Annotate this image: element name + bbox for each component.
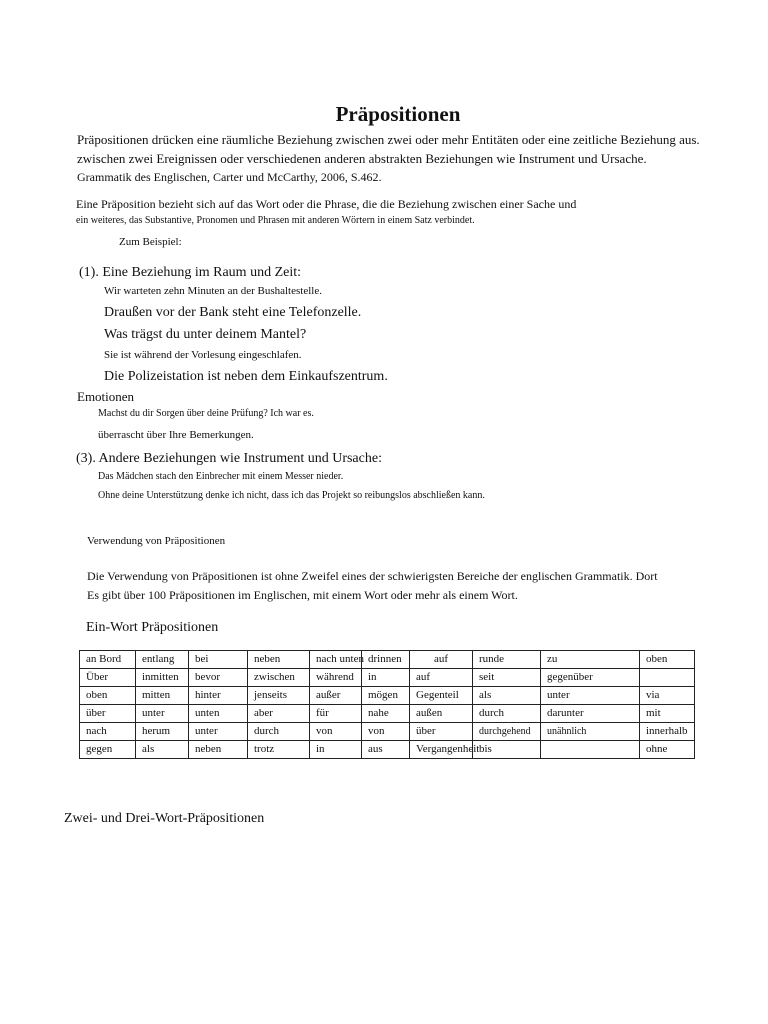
table-cell: unten bbox=[189, 705, 248, 723]
table-cell: herum bbox=[136, 723, 189, 741]
section1-example: Draußen vor der Bank steht eine Telefonzelle. bbox=[104, 305, 362, 320]
table-cell: über bbox=[410, 723, 473, 741]
one-word-heading: Ein-Wort Präpositionen bbox=[86, 620, 219, 635]
table-cell: zwischen bbox=[248, 669, 310, 687]
multi-word-heading: Zwei- und Drei-Wort-Präpositionen bbox=[64, 811, 265, 826]
table-cell: mögen bbox=[362, 687, 410, 705]
table-cell: neben bbox=[189, 741, 248, 759]
table-cell: Über bbox=[80, 669, 136, 687]
section1-heading: (1). Eine Beziehung im Raum und Zeit: bbox=[79, 265, 302, 280]
table-cell: oben bbox=[640, 651, 695, 669]
table-cell: ohne bbox=[640, 741, 695, 759]
table-cell: Vergangenheit bbox=[410, 741, 473, 759]
table-cell: entlang bbox=[136, 651, 189, 669]
table-cell: darunter bbox=[541, 705, 640, 723]
usage-text-line-1: Die Verwendung von Präpositionen ist ohne Zweifel eines der schwierigsten Bereiche der englischen Grammatik. Dort bbox=[87, 569, 658, 583]
table-cell: oben bbox=[80, 687, 136, 705]
page-title: Präpositionen bbox=[335, 102, 461, 126]
table-cell: unähnlich bbox=[541, 723, 640, 741]
table-cell: in bbox=[362, 669, 410, 687]
definition-line-2: ein weiteres, das Substantive, Pronomen und Phrasen mit anderen Wörtern in einem Satz verbindet. bbox=[76, 215, 475, 226]
table-cell: neben bbox=[248, 651, 310, 669]
table-cell: in bbox=[310, 741, 362, 759]
table-cell: auf bbox=[410, 669, 473, 687]
table-cell: mitten bbox=[136, 687, 189, 705]
table-cell: Gegenteil bbox=[410, 687, 473, 705]
table-cell: durchgehend bbox=[473, 723, 541, 741]
table-cell bbox=[541, 741, 640, 759]
table-cell: zu bbox=[541, 651, 640, 669]
section1-example: Was trägst du unter deinem Mantel? bbox=[104, 327, 307, 342]
section1-example: Sie ist während der Vorlesung eingeschlafen. bbox=[104, 349, 302, 361]
table-cell: als bbox=[473, 687, 541, 705]
table-cell: von bbox=[362, 723, 410, 741]
example-label: Zum Beispiel: bbox=[119, 236, 182, 248]
section3-example: Ohne deine Unterstützung denke ich nicht, dass ich das Projekt so reibungslos abschließen kann. bbox=[98, 490, 485, 501]
table-cell: auf bbox=[410, 651, 473, 669]
table-cell: für bbox=[310, 705, 362, 723]
section1-example: Die Polizeistation ist neben dem Einkaufszentrum. bbox=[104, 369, 388, 384]
section1-example: Wir warteten zehn Minuten an der Bushaltestelle. bbox=[104, 285, 322, 297]
table-cell: nahe bbox=[362, 705, 410, 723]
table-cell: jenseits bbox=[248, 687, 310, 705]
table-cell: unter bbox=[189, 723, 248, 741]
table-cell: bei bbox=[189, 651, 248, 669]
table-cell: durch bbox=[248, 723, 310, 741]
table-cell: seit bbox=[473, 669, 541, 687]
table-cell: mit bbox=[640, 705, 695, 723]
table-row bbox=[80, 705, 695, 723]
table-cell: drinnen bbox=[362, 651, 410, 669]
section3-example: Das Mädchen stach den Einbrecher mit einem Messer nieder. bbox=[98, 471, 344, 482]
table-row bbox=[80, 741, 695, 759]
table-row bbox=[80, 723, 695, 741]
table-cell: unter bbox=[136, 705, 189, 723]
table-cell: trotz bbox=[248, 741, 310, 759]
table-cell bbox=[640, 669, 695, 687]
table-cell: außer bbox=[310, 687, 362, 705]
section2-example: überrascht über Ihre Bemerkungen. bbox=[98, 429, 254, 441]
section2-heading: Emotionen bbox=[77, 389, 135, 404]
table-cell: an Bord bbox=[80, 651, 136, 669]
table-cell: innerhalb bbox=[640, 723, 695, 741]
usage-text-line-2: Es gibt über 100 Präpositionen im Englischen, mit einem Wort oder mehr als einem Wort. bbox=[87, 588, 518, 602]
table-cell: bis bbox=[473, 741, 541, 759]
table-row bbox=[80, 687, 695, 705]
table-cell: durch bbox=[473, 705, 541, 723]
table-cell: gegenüber bbox=[541, 669, 640, 687]
table-cell: nach bbox=[80, 723, 136, 741]
usage-heading: Verwendung von Präpositionen bbox=[87, 535, 226, 547]
intro-citation: Grammatik des Englischen, Carter und McCarthy, 2006, S.462. bbox=[77, 170, 382, 184]
table-cell: über bbox=[80, 705, 136, 723]
table-cell: inmitten bbox=[136, 669, 189, 687]
table-cell: unter bbox=[541, 687, 640, 705]
table-cell: als bbox=[136, 741, 189, 759]
intro-line-1: Präpositionen drücken eine räumliche Beziehung zwischen zwei oder mehr Entitäten oder eine zeitliche Beziehung aus. bbox=[77, 132, 700, 147]
table-cell: via bbox=[640, 687, 695, 705]
table-cell: während bbox=[310, 669, 362, 687]
table-cell: bevor bbox=[189, 669, 248, 687]
table-row bbox=[80, 651, 695, 669]
definition-line-1: Eine Präposition bezieht sich auf das Wort oder die Phrase, die die Beziehung zwischen einer Sache und bbox=[76, 197, 577, 211]
table-cell: hinter bbox=[189, 687, 248, 705]
section3-heading: (3). Andere Beziehungen wie Instrument und Ursache: bbox=[76, 451, 382, 466]
table-cell: von bbox=[310, 723, 362, 741]
one-word-prepositions-table bbox=[79, 650, 695, 759]
table-cell: außen bbox=[410, 705, 473, 723]
intro-line-2: zwischen zwei Ereignissen oder verschiedenen anderen abstrakten Beziehungen wie Instrument und Ursache. bbox=[77, 151, 647, 166]
table-cell: gegen bbox=[80, 741, 136, 759]
section2-example: Machst du dir Sorgen über deine Prüfung? Ich war es. bbox=[98, 408, 314, 419]
table-cell: nach unten bbox=[310, 651, 362, 669]
table-cell: aber bbox=[248, 705, 310, 723]
table-row bbox=[80, 669, 695, 687]
table-cell: aus bbox=[362, 741, 410, 759]
table-cell: runde bbox=[473, 651, 541, 669]
